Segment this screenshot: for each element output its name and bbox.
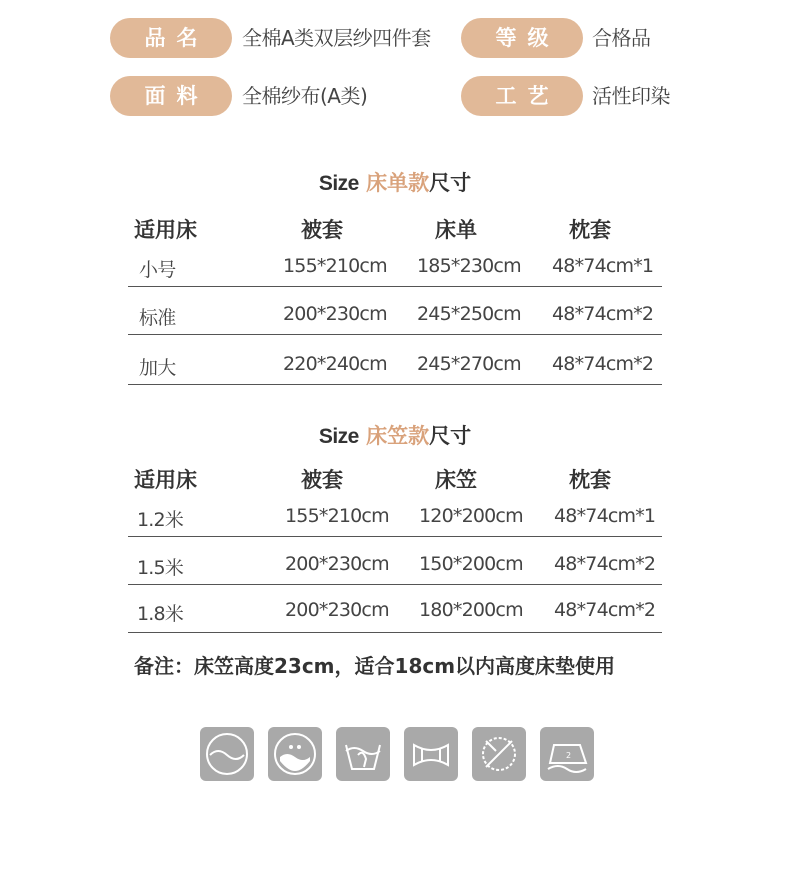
- attribute-value: 全棉纱布(A类): [242, 84, 368, 108]
- column-header: 被套: [301, 218, 343, 242]
- column-header: 适用床: [134, 218, 197, 242]
- size-table-fitted-sheet: [128, 464, 662, 633]
- attribute-label-pill: 等级: [461, 18, 583, 58]
- size-table-flat-sheet: [128, 214, 662, 385]
- no-bleach-icon: [336, 727, 390, 781]
- table-row: 小号 155*210cm 185*230cm 48*74cm*1: [128, 252, 662, 287]
- wash-30-icon: [268, 727, 322, 781]
- attribute-value: 活性印染: [592, 84, 670, 108]
- no-wring-icon: [404, 727, 458, 781]
- note-text: 备注：床笠高度23cm，适合18cm以内高度床垫使用: [134, 654, 616, 678]
- attribute-value: 合格品: [592, 26, 651, 50]
- table-header: [128, 464, 662, 502]
- attribute-label-pill: 品名: [110, 18, 232, 58]
- table-row: 1.2米 155*210cm 120*200cm 48*74cm*1: [128, 502, 662, 537]
- attribute-row: [0, 18, 790, 58]
- section-title-flat-sheet: Size 床单款尺寸: [318, 171, 472, 195]
- column-header: 床单: [435, 218, 477, 242]
- iron-low-icon: [540, 727, 594, 781]
- attribute-row: [0, 76, 790, 116]
- table-row: 1.5米 200*230cm 150*200cm 48*74cm*2: [128, 537, 662, 585]
- hand-wash-icon: [200, 727, 254, 781]
- column-header: 被套: [301, 468, 343, 492]
- table-row: 1.8米 200*230cm 180*200cm 48*74cm*2: [128, 585, 662, 633]
- table-row: 加大 220*240cm 245*270cm 48*74cm*2: [128, 335, 662, 385]
- svg-text:2: 2: [566, 751, 572, 760]
- column-header: 枕套: [569, 218, 611, 242]
- table-row: 标准 200*230cm 245*250cm 48*74cm*2: [128, 287, 662, 335]
- attribute-value: 全棉A类双层纱四件套: [242, 26, 431, 50]
- section-title-fitted-sheet: Size 床笠款尺寸: [318, 424, 472, 448]
- attribute-label-pill: 工艺: [461, 76, 583, 116]
- column-header: 适用床: [134, 468, 197, 492]
- column-header: 床笠: [435, 468, 477, 492]
- no-tumble-dry-icon: [472, 727, 526, 781]
- table-header: [128, 214, 662, 252]
- attribute-label-pill: 面料: [110, 76, 232, 116]
- column-header: 枕套: [569, 468, 611, 492]
